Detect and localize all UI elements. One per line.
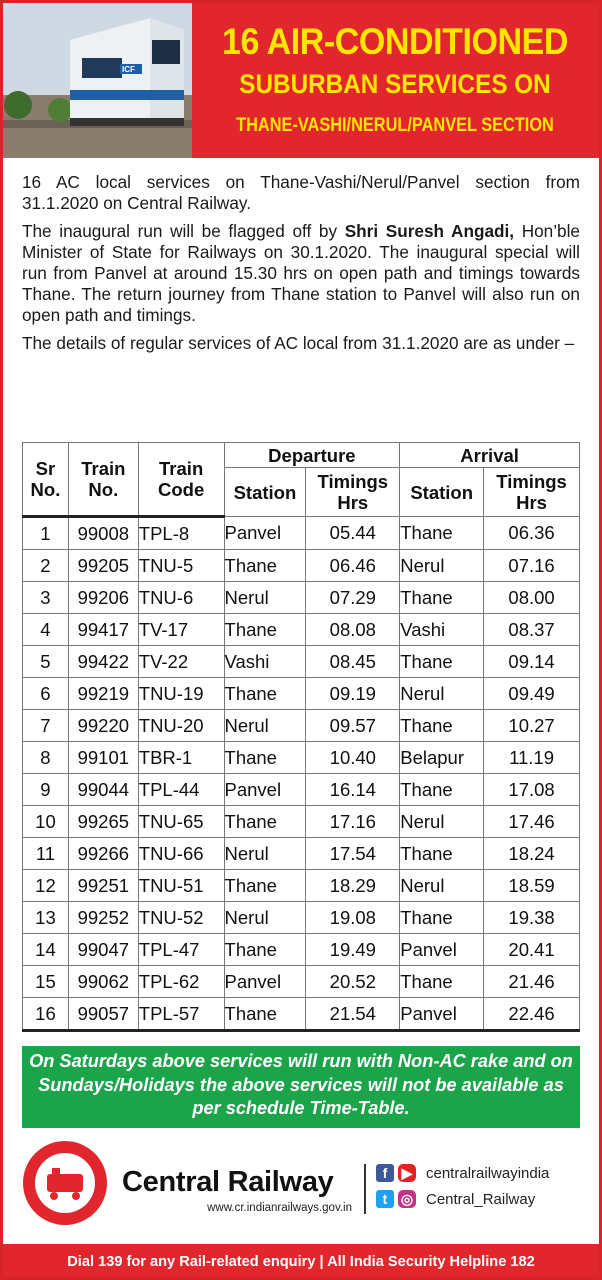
cell-train-code: TNU-19 xyxy=(138,678,224,710)
title-line-1: 16 AIR-CONDITIONED xyxy=(221,21,569,62)
cell-train-code: TNU-66 xyxy=(138,838,224,870)
weekend-notice: On Saturdays above services will run with Non-AC rake and on Sundays/Holidays the above services will not be available as per schedule Time-Table. xyxy=(22,1046,580,1128)
cell-departure-time: 17.16 xyxy=(306,806,400,838)
cell-arrival-station: Thane xyxy=(400,774,484,806)
cell-arrival-station: Thane xyxy=(400,966,484,998)
cell-sr-no: 16 xyxy=(23,998,69,1031)
cell-departure-station: Thane xyxy=(224,934,306,966)
cell-train-no: 99008 xyxy=(68,517,138,550)
cell-arrival-station: Thane xyxy=(400,646,484,678)
youtube-icon[interactable]: ▶ xyxy=(398,1164,416,1182)
cell-train-no: 99101 xyxy=(68,742,138,774)
cell-train-code: TPL-47 xyxy=(138,934,224,966)
cell-arrival-station: Thane xyxy=(400,517,484,550)
cell-departure-station: Thane xyxy=(224,678,306,710)
website-url[interactable]: www.cr.indianrailways.gov.in xyxy=(207,1202,352,1214)
social-handle-facebook-youtube[interactable]: centralrailwayindia xyxy=(426,1164,550,1182)
cell-train-code: TPL-8 xyxy=(138,517,224,550)
cell-train-code: TNU-52 xyxy=(138,902,224,934)
cell-departure-station: Panvel xyxy=(224,774,306,806)
cell-arrival-time: 10.27 xyxy=(484,710,580,742)
cell-sr-no: 15 xyxy=(23,966,69,998)
header-sr-no: Sr No. xyxy=(23,443,69,517)
cell-sr-no: 8 xyxy=(23,742,69,774)
cell-arrival-time: 08.00 xyxy=(484,582,580,614)
cell-train-no: 99252 xyxy=(68,902,138,934)
cell-departure-station: Nerul xyxy=(224,838,306,870)
header-departure-timings: Timings Hrs xyxy=(306,468,400,517)
cell-departure-station: Thane xyxy=(224,806,306,838)
cell-arrival-time: 19.38 xyxy=(484,902,580,934)
cell-train-code: TNU-65 xyxy=(138,806,224,838)
twitter-icon[interactable]: t xyxy=(376,1190,394,1208)
cell-train-no: 99422 xyxy=(68,646,138,678)
cell-train-code: TNU-5 xyxy=(138,550,224,582)
cell-departure-station: Thane xyxy=(224,614,306,646)
cell-arrival-station: Thane xyxy=(400,838,484,870)
minister-name: Shri Suresh Angadi, xyxy=(344,221,515,241)
header-arrival-station: Station xyxy=(400,468,484,517)
intro-paragraph-1: 16 AC local services on Thane-Vashi/Nerul/Panvel section from 31.1.2020 on Central Railway. xyxy=(22,172,580,213)
cell-sr-no: 1 xyxy=(23,517,69,550)
cell-train-code: TNU-6 xyxy=(138,582,224,614)
helpline-bar: Dial 139 for any Rail-related enquiry | All India Security Helpline 182 xyxy=(0,1244,602,1280)
cell-train-code: TPL-62 xyxy=(138,966,224,998)
social-handle-twitter-instagram[interactable]: Central_Railway xyxy=(426,1190,536,1208)
cell-train-code: TNU-51 xyxy=(138,870,224,902)
cell-arrival-station: Nerul xyxy=(400,870,484,902)
cell-train-no: 99057 xyxy=(68,998,138,1031)
cell-arrival-time: 20.41 xyxy=(484,934,580,966)
header-departure: Departure xyxy=(224,443,400,468)
train-icf-label: ICF xyxy=(122,65,135,74)
cell-departure-station: Panvel xyxy=(224,966,306,998)
cell-train-code: TNU-20 xyxy=(138,710,224,742)
cell-departure-time: 21.54 xyxy=(306,998,400,1031)
cell-train-no: 99266 xyxy=(68,838,138,870)
cell-train-code: TBR-1 xyxy=(138,742,224,774)
cell-departure-time: 07.29 xyxy=(306,582,400,614)
central-railway-brand: Central Railway xyxy=(122,1166,334,1198)
cell-departure-time: 05.44 xyxy=(306,517,400,550)
cell-train-no: 99047 xyxy=(68,934,138,966)
cell-arrival-station: Panvel xyxy=(400,934,484,966)
cell-sr-no: 2 xyxy=(23,550,69,582)
cell-arrival-time: 22.46 xyxy=(484,998,580,1031)
cell-arrival-time: 06.36 xyxy=(484,517,580,550)
header-arrival-timings: Timings Hrs xyxy=(484,468,580,517)
cell-departure-station: Nerul xyxy=(224,902,306,934)
cell-sr-no: 14 xyxy=(23,934,69,966)
cell-train-code: TV-22 xyxy=(138,646,224,678)
cell-departure-station: Thane xyxy=(224,742,306,774)
cell-sr-no: 5 xyxy=(23,646,69,678)
cell-arrival-station: Nerul xyxy=(400,806,484,838)
cell-departure-station: Thane xyxy=(224,550,306,582)
cell-sr-no: 3 xyxy=(23,582,69,614)
cell-departure-time: 10.40 xyxy=(306,742,400,774)
cell-train-no: 99044 xyxy=(68,774,138,806)
cell-departure-time: 20.52 xyxy=(306,966,400,998)
cell-departure-station: Vashi xyxy=(224,646,306,678)
cell-arrival-time: 07.16 xyxy=(484,550,580,582)
cell-train-no: 99251 xyxy=(68,870,138,902)
cell-arrival-time: 11.19 xyxy=(484,742,580,774)
facebook-icon[interactable]: f xyxy=(376,1164,394,1182)
cell-departure-time: 18.29 xyxy=(306,870,400,902)
cell-sr-no: 11 xyxy=(23,838,69,870)
cell-arrival-station: Nerul xyxy=(400,678,484,710)
title-line-3: THANE-VASHI/NERUL/PANVEL SECTION xyxy=(236,115,554,136)
cell-sr-no: 4 xyxy=(23,614,69,646)
cell-arrival-time: 18.24 xyxy=(484,838,580,870)
cell-departure-time: 08.45 xyxy=(306,646,400,678)
cell-departure-station: Panvel xyxy=(224,517,306,550)
cell-departure-time: 09.57 xyxy=(306,710,400,742)
cell-arrival-station: Belapur xyxy=(400,742,484,774)
cell-train-no: 99206 xyxy=(68,582,138,614)
cell-train-no: 99265 xyxy=(68,806,138,838)
header-train-code: Train Code xyxy=(138,443,224,517)
cell-departure-station: Thane xyxy=(224,870,306,902)
cell-train-no: 99205 xyxy=(68,550,138,582)
intro-paragraph-2-end: Hon’ble Minister of State for Railways on 30.1.2020. The inaugural special will run from Panvel at around 15.30 hrs on open path and timings towards Thane. The return journey from Thane station to Panvel will also run on open path and timings. xyxy=(22,221,580,325)
cell-sr-no: 6 xyxy=(23,678,69,710)
cell-sr-no: 13 xyxy=(23,902,69,934)
cell-train-code: TPL-44 xyxy=(138,774,224,806)
cell-arrival-station: Thane xyxy=(400,710,484,742)
cell-arrival-time: 09.49 xyxy=(484,678,580,710)
cell-arrival-time: 17.08 xyxy=(484,774,580,806)
cell-train-no: 99417 xyxy=(68,614,138,646)
cell-arrival-time: 21.46 xyxy=(484,966,580,998)
cell-departure-time: 19.08 xyxy=(306,902,400,934)
cell-departure-time: 09.19 xyxy=(306,678,400,710)
cell-sr-no: 12 xyxy=(23,870,69,902)
header-departure-station: Station xyxy=(224,468,306,517)
cell-arrival-station: Thane xyxy=(400,582,484,614)
intro-paragraph-3: The details of regular services of AC local from 31.1.2020 are as under – xyxy=(22,333,575,353)
cell-train-code: TPL-57 xyxy=(138,998,224,1031)
instagram-icon[interactable]: ◎ xyxy=(398,1190,416,1208)
cell-departure-station: Thane xyxy=(224,998,306,1031)
cell-train-no: 99220 xyxy=(68,710,138,742)
cell-arrival-time: 08.37 xyxy=(484,614,580,646)
cell-departure-station: Nerul xyxy=(224,582,306,614)
cell-sr-no: 7 xyxy=(23,710,69,742)
cell-train-code: TV-17 xyxy=(138,614,224,646)
cell-arrival-time: 18.59 xyxy=(484,870,580,902)
cell-arrival-station: Nerul xyxy=(400,550,484,582)
header-arrival: Arrival xyxy=(400,443,580,468)
cell-departure-time: 08.08 xyxy=(306,614,400,646)
intro-paragraph-2-start: The inaugural run will be flagged off by xyxy=(22,221,345,241)
cell-departure-time: 17.54 xyxy=(306,838,400,870)
header-train-no: Train No. xyxy=(68,443,138,517)
cell-arrival-time: 17.46 xyxy=(484,806,580,838)
cell-departure-station: Nerul xyxy=(224,710,306,742)
cell-arrival-station: Panvel xyxy=(400,998,484,1031)
cell-arrival-time: 09.14 xyxy=(484,646,580,678)
cell-departure-time: 19.49 xyxy=(306,934,400,966)
cell-train-no: 99062 xyxy=(68,966,138,998)
cell-train-no: 99219 xyxy=(68,678,138,710)
cell-arrival-station: Thane xyxy=(400,902,484,934)
cell-departure-time: 16.14 xyxy=(306,774,400,806)
cell-sr-no: 9 xyxy=(23,774,69,806)
cell-arrival-station: Vashi xyxy=(400,614,484,646)
title-line-2: SUBURBAN SERVICES ON xyxy=(239,69,551,99)
cell-departure-time: 06.46 xyxy=(306,550,400,582)
cell-sr-no: 10 xyxy=(23,806,69,838)
